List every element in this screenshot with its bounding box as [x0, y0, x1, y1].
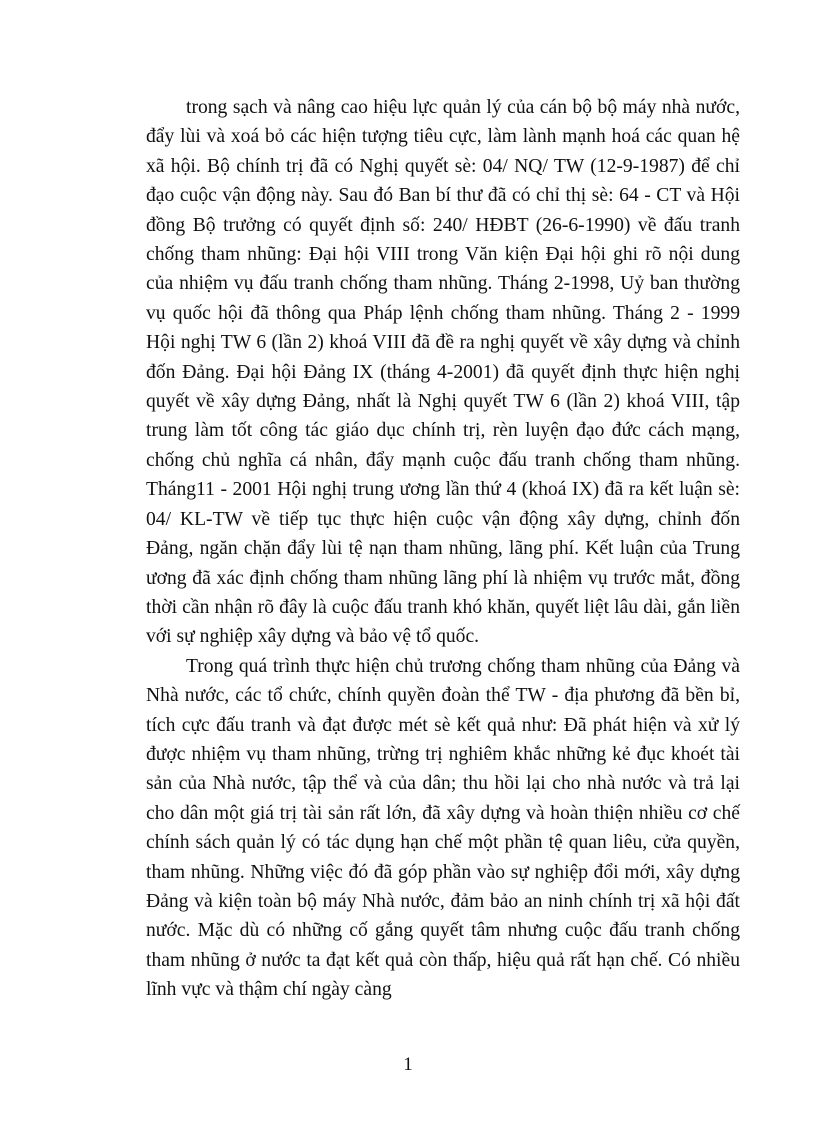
paragraph-1: trong sạch và nâng cao hiệu lực quản lý của cán bộ bộ máy nhà nước, đẩy lùi và xoá bỏ các hiện tượng tiêu cực, làm lành mạnh hoá các quan hệ xã hội. Bộ chính trị đã có Nghị quyết sè: 04/ NQ/ TW (12-9-1987) để chỉ đạo cuộc vận động này. Sau đó Ban bí thư đã có chỉ thị sè: 64 - CT và Hội đồng Bộ trưởng có quyết định số: 240/ HĐBT (26-6-1990) về đấu tranh chống tham nhũng: Đại hội VIII trong Văn kiện Đại hội ghi rõ nội dung của nhiệm vụ đấu tranh chống tham nhũng. Tháng 2-1998, Uỷ ban thường vụ quốc hội đã thông qua Pháp lệnh chống tham nhũng. Tháng 2 - 1999 Hội nghị TW 6 (lần 2) khoá VIII đã đề ra nghị quyết về xây dựng và chỉnh đốn Đảng. Đại hội Đảng IX (tháng 4-2001) đã quyết định thực hiện nghị quyết về xây dựng Đảng, nhất là Nghị quyết TW 6 (lần 2) khoá VIII, tập trung làm tốt công tác giáo dục chính trị, rèn luyện đạo đức cách mạng, chống chủ nghĩa cá nhân, đẩy mạnh cuộc đấu tranh chống tham nhũng. Tháng11 - 2001 Hội nghị trung ương lần thứ 4 (khoá IX) đã ra kết luận sè: 04/ KL-TW về tiếp tục thực hiện cuộc vận động xây dựng, chỉnh đốn Đảng, ngăn chặn đẩy lùi tệ nạn tham nhũng, lãng phí. Kết luận của Trung ương đã xác định chống tham nhũng lãng phí là nhiệm vụ trước mắt, đồng thời cần nhận rõ đây là cuộc đấu tranh khó khăn, quyết liệt lâu dài, gắn liền với sự nghiệp xây dựng và bảo vệ tổ quốc.: [146, 97, 740, 648]
paragraph-2: Trong quá trình thực hiện chủ trương chống tham nhũng của Đảng và Nhà nước, các tổ chức, chính quyền đoàn thể TW - địa phương đã bền bỉ, tích cực đấu tranh và đạt được mét sè kết quả như: Đã phát hiện và xử lý được nhiệm vụ tham nhũng, trừng trị nghiêm khắc những kẻ đục khoét tài sản của Nhà nước, tập thể và của dân; thu hồi lại cho nhà nước và trả lại cho dân một giá trị tài sản rất lớn, đã xây dựng và hoàn thiện nhiều cơ chế chính sách quản lý có tác dụng hạn chế một phần tệ quan liêu, cửa quyền, tham nhũng. Những việc đó đã góp phần vào sự nghiệp đổi mới, xây dựng Đảng và kiện toàn bộ máy Nhà nước, đảm bảo an ninh chính trị xã hội đất nước. Mặc dù có những cố gắng quyết tâm nhưng cuộc đấu tranh chống tham nhũng ở nước ta đạt kết quả còn thấp, hiệu quả rất hạn chế. Có nhiều lĩnh vực và thậm chí ngày càng: [146, 655, 740, 1001]
document-body: [146, 93, 740, 1005]
page-number: 1: [403, 1054, 413, 1075]
